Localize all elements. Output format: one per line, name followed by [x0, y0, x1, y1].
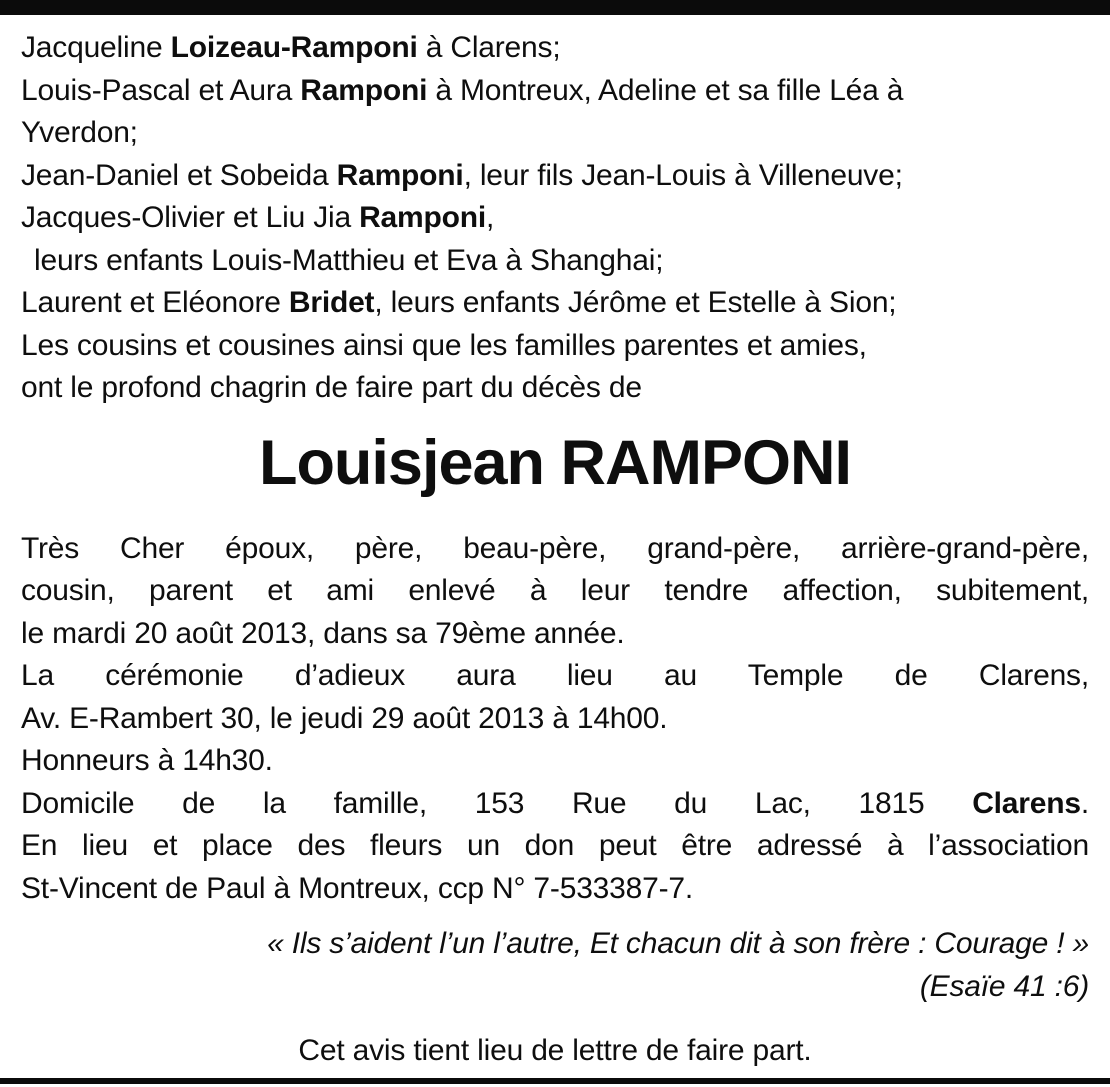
family-intro-line: ont le profond chagrin de faire part du décès de [21, 371, 642, 404]
quote-text: « Ils s’aident l’un l’autre, Et chacun dit à son frère : Courage ! » [267, 927, 1089, 960]
family-intro-lines [21, 27, 1089, 410]
quote-reference: (Esaïe 41 :6) [919, 970, 1089, 1003]
family-intro-line: Louis-Pascal et Aura Ramponi à Montreux, Adeline et sa fille Léa à [21, 73, 904, 107]
body-line: le mardi 20 août 2013, dans sa 79ème année. [21, 616, 625, 650]
surname-bold: Bridet [288, 286, 375, 319]
surname-bold: Clarens [972, 786, 1081, 820]
body-line: Domicile de la famille, 153 Rue du Lac, 1815 Clarens. [21, 786, 1089, 820]
family-intro-line: Jean-Daniel et Sobeida Ramponi, leur fils Jean-Louis à Villeneuve; [21, 158, 903, 192]
notice-content [0, 15, 1110, 1072]
body-line: Honneurs à 14h30. [21, 744, 273, 777]
surname-bold: Ramponi [300, 73, 428, 107]
body-lines [21, 528, 1089, 911]
family-intro-line: Jacqueline Loizeau-Ramponi à Clarens; [21, 31, 561, 64]
body-line: Très Cher époux, père, beau-père, grand-père, arrière-grand-père, [21, 531, 1089, 565]
family-intro-line: Les cousins et cousines ainsi que les familles parentes et amies, [21, 328, 867, 362]
surname-bold: Loizeau-Ramponi [170, 31, 418, 64]
closing-statement: Cet avis tient lieu de lettre de faire part. [298, 1034, 812, 1067]
surname-bold: Ramponi [336, 158, 464, 192]
body-line: St-Vincent de Paul à Montreux, ccp N° 7-533387-7. [21, 871, 694, 905]
body-line: La cérémonie d’adieux aura lieu au Temple de Clarens, [21, 659, 1089, 692]
body-line: Av. E-Rambert 30, le jeudi 29 août 2013 à 14h00. [21, 701, 668, 735]
deceased-name: Louisjean RAMPONI [258, 427, 852, 498]
scripture-quote [21, 922, 1089, 1008]
family-intro-line: leurs enfants Louis-Matthieu et Eva à Shanghai; [34, 243, 664, 277]
family-intro-line: Laurent et Eléonore Bridet, leurs enfants Jérôme et Estelle à Sion; [21, 286, 897, 319]
body-line: cousin, parent et ami enlevé à leur tendre affection, subitement, [21, 574, 1089, 607]
family-intro-line: Yverdon; [21, 116, 138, 149]
bottom-border-rule [0, 1078, 1110, 1084]
body-line: En lieu et place des fleurs un don peut être adressé à l’association [21, 829, 1089, 862]
surname-bold: Ramponi [359, 201, 487, 234]
family-intro-line: Jacques-Olivier et Liu Jia Ramponi, [21, 201, 495, 234]
top-border-bar [0, 0, 1110, 15]
